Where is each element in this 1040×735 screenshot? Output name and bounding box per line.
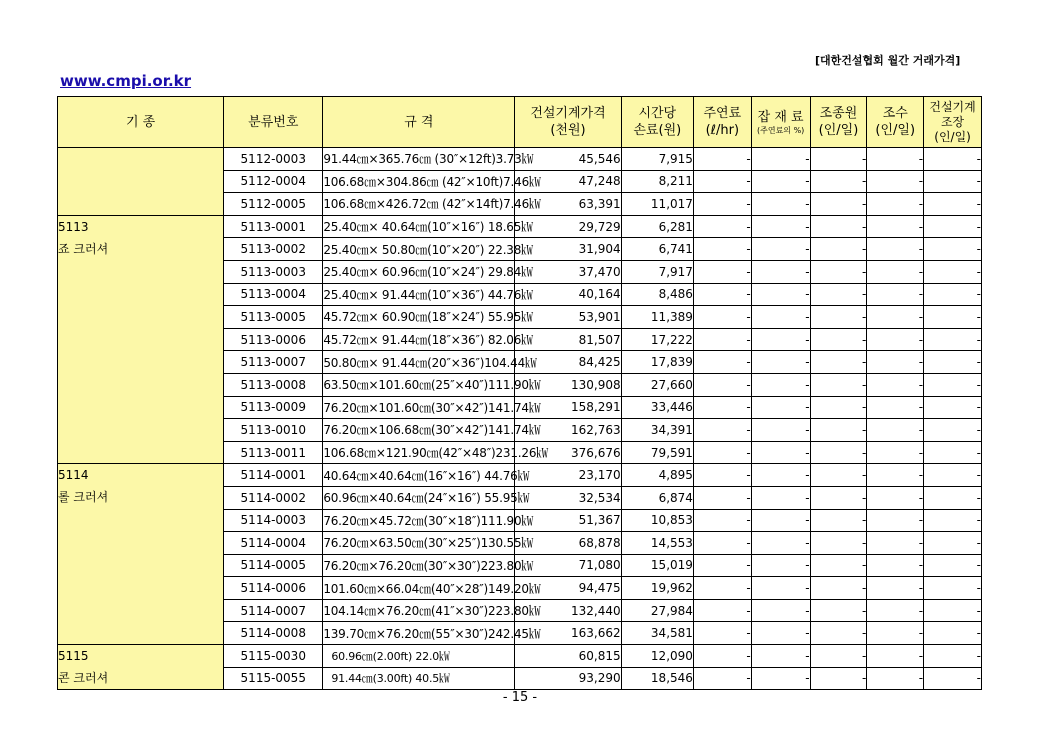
- cell-mechanic: -: [924, 622, 982, 645]
- cell-code: 5115-0055: [224, 667, 323, 690]
- cell-hourly: 7,915: [621, 148, 693, 171]
- cell-spec: 45.72㎝× 60.90㎝(18″×24″) 55.95㎾: [323, 306, 515, 329]
- cell-mechanic: -: [924, 306, 982, 329]
- header-price: 건설기계가격 (천원): [515, 97, 621, 148]
- cell-fuel: -: [693, 486, 751, 509]
- cell-hourly: 19,962: [621, 577, 693, 600]
- cell-misc: -: [751, 554, 810, 577]
- page-number: - 15 -: [502, 690, 538, 705]
- cell-assistant: -: [867, 464, 924, 487]
- site-link[interactable]: www.cmpi.or.kr: [60, 72, 192, 90]
- cell-spec: 106.68㎝×426.72㎝ (42″×14ft)7.46㎾: [323, 193, 515, 216]
- cell-code: 5114-0002: [224, 486, 323, 509]
- cell-operator: -: [810, 667, 867, 690]
- cell-assistant: -: [867, 260, 924, 283]
- cell-misc: -: [751, 170, 810, 193]
- cell-hourly: 8,211: [621, 170, 693, 193]
- cell-spec: 101.60㎝×66.04㎝(40″×28″)149.20㎾: [323, 577, 515, 600]
- cell-assistant: -: [867, 170, 924, 193]
- cell-fuel: -: [693, 645, 751, 668]
- cell-price: 45,546: [515, 148, 621, 171]
- cell-price: 94,475: [515, 577, 621, 600]
- cell-misc: -: [751, 351, 810, 374]
- cell-operator: -: [810, 509, 867, 532]
- cell-mechanic: -: [924, 441, 982, 464]
- cell-hourly: 12,090: [621, 645, 693, 668]
- cell-mechanic: -: [924, 215, 982, 238]
- cell-misc: -: [751, 419, 810, 442]
- cell-fuel: -: [693, 509, 751, 532]
- cell-assistant: -: [867, 599, 924, 622]
- category-cell: [58, 645, 224, 690]
- cell-misc: -: [751, 622, 810, 645]
- cell-hourly: 11,389: [621, 306, 693, 329]
- cell-misc: -: [751, 667, 810, 690]
- category-cell: [58, 148, 224, 216]
- cell-price: 37,470: [515, 260, 621, 283]
- cell-mechanic: -: [924, 283, 982, 306]
- cell-misc: -: [751, 396, 810, 419]
- cell-hourly: 8,486: [621, 283, 693, 306]
- cell-fuel: -: [693, 373, 751, 396]
- cell-assistant: -: [867, 577, 924, 600]
- cell-spec: 104.14㎝×76.20㎝(41″×30″)223.80㎾: [323, 599, 515, 622]
- header-fuel: 주연료 (ℓ/hr): [693, 97, 751, 148]
- cell-hourly: 33,446: [621, 396, 693, 419]
- cell-spec: 45.72㎝× 91.44㎝(18″×36″) 82.06㎾: [323, 328, 515, 351]
- cell-spec: 40.64㎝×40.64㎝(16″×16″) 44.76㎾: [323, 464, 515, 487]
- cell-misc: -: [751, 599, 810, 622]
- cell-operator: -: [810, 170, 867, 193]
- cell-price: 163,662: [515, 622, 621, 645]
- cell-misc: -: [751, 509, 810, 532]
- cell-code: 5114-0001: [224, 464, 323, 487]
- cell-mechanic: -: [924, 645, 982, 668]
- cell-misc: -: [751, 486, 810, 509]
- cell-code: 5113-0010: [224, 419, 323, 442]
- cell-mechanic: -: [924, 486, 982, 509]
- cell-price: 93,290: [515, 667, 621, 690]
- cell-hourly: 27,660: [621, 373, 693, 396]
- cell-price: 31,904: [515, 238, 621, 261]
- cell-price: 84,425: [515, 351, 621, 374]
- cell-mechanic: -: [924, 554, 982, 577]
- cell-assistant: -: [867, 419, 924, 442]
- cell-code: 5114-0006: [224, 577, 323, 600]
- category-code: 5113: [58, 219, 89, 234]
- table-row: [58, 464, 982, 487]
- cell-fuel: -: [693, 238, 751, 261]
- cell-hourly: 17,222: [621, 328, 693, 351]
- cell-misc: -: [751, 193, 810, 216]
- table-row: [58, 215, 982, 238]
- cell-assistant: -: [867, 238, 924, 261]
- cell-misc: -: [751, 328, 810, 351]
- cell-operator: -: [810, 464, 867, 487]
- cell-spec: 25.40㎝× 40.64㎝(10″×16″) 18.65㎾: [323, 215, 515, 238]
- cell-operator: -: [810, 373, 867, 396]
- cell-misc: -: [751, 215, 810, 238]
- category-name: 롤 크러셔: [58, 490, 109, 505]
- cell-assistant: -: [867, 441, 924, 464]
- header-operator: 조종원 (인/일): [810, 97, 867, 148]
- cell-price: 158,291: [515, 396, 621, 419]
- cell-code: 5112-0004: [224, 170, 323, 193]
- cell-code: 5114-0003: [224, 509, 323, 532]
- cell-fuel: -: [693, 215, 751, 238]
- cell-code: 5113-0007: [224, 351, 323, 374]
- cell-operator: -: [810, 193, 867, 216]
- category-name: 죠 크러셔: [58, 241, 109, 256]
- cell-fuel: -: [693, 306, 751, 329]
- cell-spec: 139.70㎝×76.20㎝(55″×30″)242.45㎾: [323, 622, 515, 645]
- cell-fuel: -: [693, 464, 751, 487]
- cell-code: 5113-0011: [224, 441, 323, 464]
- cell-fuel: -: [693, 170, 751, 193]
- cell-code: 5114-0005: [224, 554, 323, 577]
- cell-hourly: 6,281: [621, 215, 693, 238]
- cell-hourly: 14,553: [621, 532, 693, 555]
- cell-operator: -: [810, 419, 867, 442]
- cell-spec: 76.20㎝×63.50㎝(30″×25″)130.55㎾: [323, 532, 515, 555]
- cell-misc: -: [751, 283, 810, 306]
- cell-price: 130,908: [515, 373, 621, 396]
- cell-spec: 91.44㎝(3.00ft) 40.5㎾: [323, 667, 515, 690]
- cell-fuel: -: [693, 667, 751, 690]
- cell-mechanic: -: [924, 667, 982, 690]
- cell-hourly: 7,917: [621, 260, 693, 283]
- category-code: 5114: [58, 468, 89, 483]
- cell-operator: -: [810, 554, 867, 577]
- cell-fuel: -: [693, 622, 751, 645]
- cell-code: 5114-0004: [224, 532, 323, 555]
- cell-operator: -: [810, 283, 867, 306]
- cell-code: 5113-0008: [224, 373, 323, 396]
- cell-fuel: -: [693, 577, 751, 600]
- cell-hourly: 15,019: [621, 554, 693, 577]
- cell-price: 47,248: [515, 170, 621, 193]
- cell-spec: 91.44㎝×365.76㎝ (30″×12ft)3.73㎾: [323, 148, 515, 171]
- cell-code: 5114-0008: [224, 622, 323, 645]
- category-cell: [58, 215, 224, 464]
- cell-misc: -: [751, 306, 810, 329]
- cell-misc: -: [751, 373, 810, 396]
- cell-spec: 106.68㎝×304.86㎝ (42″×10ft)7.46㎾: [323, 170, 515, 193]
- cell-misc: -: [751, 260, 810, 283]
- header-kind: 기 종: [58, 97, 224, 148]
- cell-assistant: -: [867, 306, 924, 329]
- cell-mechanic: -: [924, 532, 982, 555]
- header-spec: 규 격: [323, 97, 515, 148]
- cell-price: 51,367: [515, 509, 621, 532]
- cell-mechanic: -: [924, 170, 982, 193]
- cell-fuel: -: [693, 554, 751, 577]
- cell-fuel: -: [693, 148, 751, 171]
- cell-code: 5113-0005: [224, 306, 323, 329]
- header-code: 분류번호: [224, 97, 323, 148]
- cell-mechanic: -: [924, 238, 982, 261]
- cell-operator: -: [810, 148, 867, 171]
- cell-hourly: 79,591: [621, 441, 693, 464]
- cell-code: 5113-0004: [224, 283, 323, 306]
- header-hourly: 시간당 손료(원): [621, 97, 693, 148]
- cell-misc: -: [751, 532, 810, 555]
- cell-hourly: 27,984: [621, 599, 693, 622]
- cell-hourly: 4,895: [621, 464, 693, 487]
- cell-operator: -: [810, 328, 867, 351]
- cell-assistant: -: [867, 532, 924, 555]
- cell-misc: -: [751, 148, 810, 171]
- cell-assistant: -: [867, 351, 924, 374]
- cell-assistant: -: [867, 622, 924, 645]
- cell-operator: -: [810, 532, 867, 555]
- cell-mechanic: -: [924, 193, 982, 216]
- cell-price: 23,170: [515, 464, 621, 487]
- cell-fuel: -: [693, 260, 751, 283]
- cell-price: 162,763: [515, 419, 621, 442]
- cell-fuel: -: [693, 396, 751, 419]
- cell-price: 53,901: [515, 306, 621, 329]
- cell-mechanic: -: [924, 396, 982, 419]
- cell-fuel: -: [693, 419, 751, 442]
- cell-mechanic: -: [924, 260, 982, 283]
- header-mechanic: 건설기계 조장 (인/일): [924, 97, 982, 148]
- cell-spec: 25.40㎝× 91.44㎝(10″×36″) 44.76㎾: [323, 283, 515, 306]
- cell-code: 5114-0007: [224, 599, 323, 622]
- cell-spec: 76.20㎝×76.20㎝(30″×30″)223.80㎾: [323, 554, 515, 577]
- cell-operator: -: [810, 215, 867, 238]
- cell-mechanic: -: [924, 577, 982, 600]
- table-header-row: [58, 97, 982, 148]
- table-row: [58, 148, 982, 171]
- category-cell: [58, 464, 224, 645]
- cell-assistant: -: [867, 193, 924, 216]
- price-table: [57, 96, 982, 690]
- cell-price: 40,164: [515, 283, 621, 306]
- cell-assistant: -: [867, 283, 924, 306]
- cell-mechanic: -: [924, 509, 982, 532]
- cell-hourly: 17,839: [621, 351, 693, 374]
- cell-operator: -: [810, 599, 867, 622]
- cell-assistant: -: [867, 645, 924, 668]
- cell-spec: 76.20㎝×45.72㎝(30″×18″)111.90㎾: [323, 509, 515, 532]
- cell-mechanic: -: [924, 419, 982, 442]
- cell-hourly: 34,581: [621, 622, 693, 645]
- cell-misc: -: [751, 441, 810, 464]
- header-misc: 잡 재 료 (주연료의 %): [751, 97, 810, 148]
- cell-price: 376,676: [515, 441, 621, 464]
- cell-assistant: -: [867, 667, 924, 690]
- cell-code: 5112-0003: [224, 148, 323, 171]
- cell-misc: -: [751, 238, 810, 261]
- cell-spec: 76.20㎝×101.60㎝(30″×42″)141.74㎾: [323, 396, 515, 419]
- cell-code: 5113-0002: [224, 238, 323, 261]
- cell-hourly: 11,017: [621, 193, 693, 216]
- cell-operator: -: [810, 645, 867, 668]
- cell-operator: -: [810, 351, 867, 374]
- cell-assistant: -: [867, 396, 924, 419]
- cell-fuel: -: [693, 283, 751, 306]
- cell-spec: 60.96㎝(2.00ft) 22.0㎾: [323, 645, 515, 668]
- cell-misc: -: [751, 464, 810, 487]
- cell-code: 5115-0030: [224, 645, 323, 668]
- cell-assistant: -: [867, 328, 924, 351]
- cell-mechanic: -: [924, 464, 982, 487]
- cell-mechanic: -: [924, 351, 982, 374]
- cell-spec: 60.96㎝×40.64㎝(24″×16″) 55.95㎾: [323, 486, 515, 509]
- cell-price: 71,080: [515, 554, 621, 577]
- cell-spec: 25.40㎝× 60.96㎝(10″×24″) 29.84㎾: [323, 260, 515, 283]
- cell-assistant: -: [867, 486, 924, 509]
- header-assistant: 조수 (인/일): [867, 97, 924, 148]
- cell-code: 5113-0009: [224, 396, 323, 419]
- cell-assistant: -: [867, 215, 924, 238]
- cell-misc: -: [751, 645, 810, 668]
- cell-code: 5113-0003: [224, 260, 323, 283]
- cell-price: 60,815: [515, 645, 621, 668]
- cell-operator: -: [810, 622, 867, 645]
- cell-spec: 76.20㎝×106.68㎝(30″×42″)141.74㎾: [323, 419, 515, 442]
- cell-assistant: -: [867, 554, 924, 577]
- cell-hourly: 34,391: [621, 419, 693, 442]
- cell-price: 132,440: [515, 599, 621, 622]
- cell-spec: 50.80㎝× 91.44㎝(20″×36″)104.44㎾: [323, 351, 515, 374]
- cell-hourly: 10,853: [621, 509, 693, 532]
- cell-fuel: -: [693, 441, 751, 464]
- cell-price: 68,878: [515, 532, 621, 555]
- cell-code: 5112-0005: [224, 193, 323, 216]
- cell-misc: -: [751, 577, 810, 600]
- cell-operator: -: [810, 238, 867, 261]
- cell-fuel: -: [693, 328, 751, 351]
- cell-assistant: -: [867, 509, 924, 532]
- cell-operator: -: [810, 306, 867, 329]
- cell-mechanic: -: [924, 148, 982, 171]
- cell-operator: -: [810, 396, 867, 419]
- cell-assistant: -: [867, 148, 924, 171]
- table-row: [58, 645, 982, 668]
- cell-hourly: 6,874: [621, 486, 693, 509]
- cell-fuel: -: [693, 193, 751, 216]
- cell-code: 5113-0006: [224, 328, 323, 351]
- cell-hourly: 6,741: [621, 238, 693, 261]
- cell-price: 63,391: [515, 193, 621, 216]
- cell-fuel: -: [693, 532, 751, 555]
- category-code: 5115: [58, 649, 89, 664]
- cell-operator: -: [810, 441, 867, 464]
- cell-spec: 25.40㎝× 50.80㎝(10″×20″) 22.38㎾: [323, 238, 515, 261]
- category-name: 콘 크러셔: [58, 671, 109, 686]
- document-source-label: [대한건설협회 월간 거래가격]: [815, 54, 961, 67]
- cell-fuel: -: [693, 599, 751, 622]
- cell-hourly: 18,546: [621, 667, 693, 690]
- cell-price: 29,729: [515, 215, 621, 238]
- cell-assistant: -: [867, 373, 924, 396]
- cell-spec: 63.50㎝×101.60㎝(25″×40″)111.90㎾: [323, 373, 515, 396]
- cell-operator: -: [810, 577, 867, 600]
- cell-price: 81,507: [515, 328, 621, 351]
- cell-price: 32,534: [515, 486, 621, 509]
- cell-mechanic: -: [924, 328, 982, 351]
- cell-code: 5113-0001: [224, 215, 323, 238]
- cell-spec: 106.68㎝×121.90㎝(42″×48″)231.26㎾: [323, 441, 515, 464]
- cell-operator: -: [810, 260, 867, 283]
- cell-operator: -: [810, 486, 867, 509]
- cell-mechanic: -: [924, 373, 982, 396]
- cell-mechanic: -: [924, 599, 982, 622]
- cell-fuel: -: [693, 351, 751, 374]
